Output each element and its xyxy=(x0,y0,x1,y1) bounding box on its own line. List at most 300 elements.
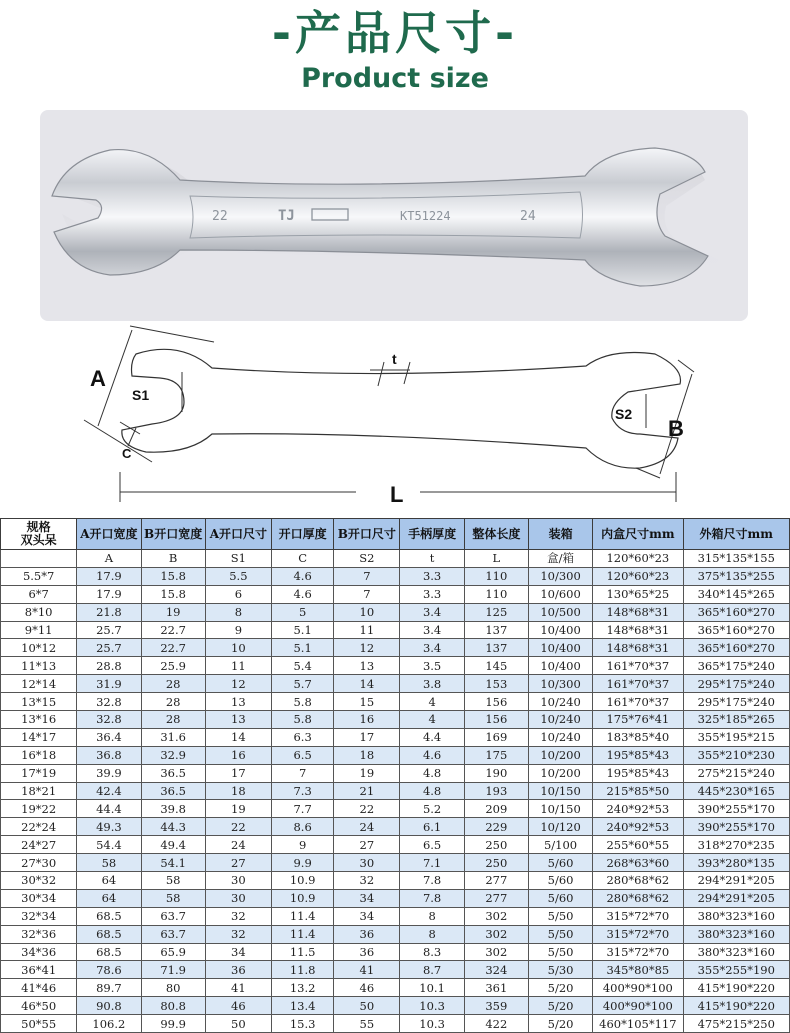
table-cell: 15.3 xyxy=(272,1015,334,1033)
header-outer-box: 外箱尺寸mm xyxy=(683,519,789,550)
table-cell: 12 xyxy=(205,675,271,693)
dim-label-A: A xyxy=(90,366,106,391)
table-cell: 359 xyxy=(464,997,528,1015)
dim-label-t: t xyxy=(392,351,397,367)
table-cell: 22.7 xyxy=(141,621,205,639)
table-cell: 277 xyxy=(464,889,528,907)
table-cell: 盒/箱 xyxy=(528,550,592,568)
table-cell: 10/400 xyxy=(528,657,592,675)
table-cell: 17.9 xyxy=(77,567,141,585)
table-cell: 10/240 xyxy=(528,711,592,729)
table-cell: 13 xyxy=(205,711,271,729)
table-cell: 8.6 xyxy=(272,818,334,836)
table-cell: 22.7 xyxy=(141,639,205,657)
table-cell: 34 xyxy=(334,889,400,907)
table-cell: 390*255*170 xyxy=(683,818,789,836)
table-cell: 295*175*240 xyxy=(683,693,789,711)
table-cell: 21 xyxy=(334,782,400,800)
table-cell: 345*80*85 xyxy=(593,961,683,979)
table-cell: 193 xyxy=(464,782,528,800)
table-row xyxy=(1,764,790,782)
table-cell: 36 xyxy=(205,961,271,979)
table-cell: 137 xyxy=(464,621,528,639)
table-cell: 24 xyxy=(334,818,400,836)
table-cell: 16 xyxy=(334,711,400,729)
table-cell: 10/300 xyxy=(528,567,592,585)
table-cell: 415*190*220 xyxy=(683,997,789,1015)
table-cell: 6.1 xyxy=(400,818,464,836)
table-cell: 315*135*155 xyxy=(683,550,789,568)
table-cell: 5/100 xyxy=(528,836,592,854)
table-cell: 4.6 xyxy=(272,585,334,603)
table-cell: 190 xyxy=(464,764,528,782)
table-cell: 340*145*265 xyxy=(683,585,789,603)
table-cell: 11 xyxy=(334,621,400,639)
table-cell: 130*65*25 xyxy=(593,585,683,603)
table-cell: 10 xyxy=(205,639,271,657)
table-cell: 42.4 xyxy=(77,782,141,800)
spec-table-body xyxy=(1,550,790,1033)
table-cell: 10/500 xyxy=(528,603,592,621)
table-cell: 14 xyxy=(334,675,400,693)
table-cell: 10/400 xyxy=(528,621,592,639)
table-row xyxy=(1,872,790,890)
table-cell: 277 xyxy=(464,872,528,890)
table-cell: 12 xyxy=(334,639,400,657)
stamp-model: KT51224 xyxy=(400,209,451,223)
table-cell: 22 xyxy=(205,818,271,836)
table-cell: 318*270*235 xyxy=(683,836,789,854)
table-cell-spec: 17*19 xyxy=(1,764,77,782)
table-cell: 15 xyxy=(334,693,400,711)
table-cell: 365*175*240 xyxy=(683,657,789,675)
table-cell: 315*72*70 xyxy=(593,943,683,961)
table-cell-spec: 22*24 xyxy=(1,818,77,836)
header-packing: 装箱 xyxy=(528,519,592,550)
table-cell: 380*323*160 xyxy=(683,925,789,943)
table-cell: 148*68*31 xyxy=(593,603,683,621)
table-cell: 28 xyxy=(141,711,205,729)
table-cell: 302 xyxy=(464,925,528,943)
table-cell-spec: 13*16 xyxy=(1,711,77,729)
table-cell: 5.1 xyxy=(272,621,334,639)
table-cell: 25.7 xyxy=(77,639,141,657)
table-cell-spec: 32*34 xyxy=(1,907,77,925)
table-cell: 34 xyxy=(334,907,400,925)
table-cell: 5/60 xyxy=(528,872,592,890)
table-cell-spec: 30*34 xyxy=(1,889,77,907)
table-cell: 27 xyxy=(334,836,400,854)
table-cell-spec: 46*50 xyxy=(1,997,77,1015)
table-cell: 30 xyxy=(334,854,400,872)
table-cell: t xyxy=(400,550,464,568)
table-cell: 5/20 xyxy=(528,979,592,997)
table-cell: 8.3 xyxy=(400,943,464,961)
table-cell: 209 xyxy=(464,800,528,818)
header-spec: 规格 双头呆 xyxy=(1,519,77,550)
table-row xyxy=(1,621,790,639)
table-cell: 13.2 xyxy=(272,979,334,997)
table-cell: 240*92*53 xyxy=(593,818,683,836)
table-cell: 365*160*270 xyxy=(683,639,789,657)
table-cell: 41 xyxy=(334,961,400,979)
table-cell: 63.7 xyxy=(141,925,205,943)
table-cell: 39.8 xyxy=(141,800,205,818)
table-cell: 10/600 xyxy=(528,585,592,603)
table-cell: 11.4 xyxy=(272,925,334,943)
table-cell: 5.1 xyxy=(272,639,334,657)
table-cell: 11.5 xyxy=(272,943,334,961)
table-cell: 58 xyxy=(141,872,205,890)
table-cell: 161*70*37 xyxy=(593,675,683,693)
table-cell-spec: 11*13 xyxy=(1,657,77,675)
table-cell: 6.5 xyxy=(272,746,334,764)
table-cell-spec: 30*32 xyxy=(1,872,77,890)
table-cell: 10/300 xyxy=(528,675,592,693)
table-cell-spec: 32*36 xyxy=(1,925,77,943)
dimension-diagram xyxy=(80,322,710,508)
table-cell: 68.5 xyxy=(77,925,141,943)
table-cell: 46 xyxy=(205,997,271,1015)
table-cell: B xyxy=(141,550,205,568)
table-cell: 324 xyxy=(464,961,528,979)
spec-table xyxy=(0,518,790,1033)
table-cell: 5.8 xyxy=(272,693,334,711)
table-cell: A xyxy=(77,550,141,568)
table-cell xyxy=(1,550,77,568)
table-cell: 422 xyxy=(464,1015,528,1033)
table-cell-spec: 27*30 xyxy=(1,854,77,872)
table-cell: 10.3 xyxy=(400,1015,464,1033)
table-cell: 175 xyxy=(464,746,528,764)
table-cell: 68.5 xyxy=(77,907,141,925)
header-length: 整体长度 xyxy=(464,519,528,550)
table-cell: 17 xyxy=(205,764,271,782)
table-cell: 14 xyxy=(205,728,271,746)
table-subheader-row xyxy=(1,550,790,568)
table-cell: 375*135*255 xyxy=(683,567,789,585)
table-row xyxy=(1,1015,790,1033)
table-cell: 68.5 xyxy=(77,943,141,961)
header-b-size: B开口尺寸 xyxy=(334,519,400,550)
table-row xyxy=(1,800,790,818)
table-cell: 11.4 xyxy=(272,907,334,925)
table-cell: S1 xyxy=(205,550,271,568)
table-cell: 10.9 xyxy=(272,872,334,890)
table-cell: 4 xyxy=(400,693,464,711)
table-cell: 28 xyxy=(141,693,205,711)
table-cell: 63.7 xyxy=(141,907,205,925)
table-cell: 5/60 xyxy=(528,889,592,907)
table-cell: 64 xyxy=(77,872,141,890)
table-cell: 3.4 xyxy=(400,621,464,639)
table-row xyxy=(1,818,790,836)
table-row xyxy=(1,907,790,925)
table-cell: 3.5 xyxy=(400,657,464,675)
wrench-drawing xyxy=(80,322,710,508)
header-a-width: A开口宽度 xyxy=(77,519,141,550)
header-inner-box: 内盒尺寸mm xyxy=(593,519,683,550)
table-cell-spec: 36*41 xyxy=(1,961,77,979)
table-cell: 99.9 xyxy=(141,1015,205,1033)
table-cell: 250 xyxy=(464,854,528,872)
table-cell: 6.3 xyxy=(272,728,334,746)
table-cell: 137 xyxy=(464,639,528,657)
table-cell: 10/240 xyxy=(528,728,592,746)
table-cell: 390*255*170 xyxy=(683,800,789,818)
table-cell: 7.3 xyxy=(272,782,334,800)
table-cell: 7 xyxy=(334,585,400,603)
table-cell: 10 xyxy=(334,603,400,621)
table-row xyxy=(1,728,790,746)
table-cell-spec: 18*21 xyxy=(1,782,77,800)
table-cell: 10.9 xyxy=(272,889,334,907)
table-cell-spec: 14*17 xyxy=(1,728,77,746)
table-cell: 18 xyxy=(205,782,271,800)
table-cell: 380*323*160 xyxy=(683,907,789,925)
table-cell: 148*68*31 xyxy=(593,639,683,657)
table-cell: 5.4 xyxy=(272,657,334,675)
table-cell: 41 xyxy=(205,979,271,997)
table-cell: 17.9 xyxy=(77,585,141,603)
table-cell: 9 xyxy=(205,621,271,639)
table-cell: 268*63*60 xyxy=(593,854,683,872)
table-cell: 10/400 xyxy=(528,639,592,657)
table-cell: 294*291*205 xyxy=(683,889,789,907)
table-cell: 380*323*160 xyxy=(683,943,789,961)
table-cell: 4.4 xyxy=(400,728,464,746)
table-cell: 11 xyxy=(205,657,271,675)
table-cell: 365*160*270 xyxy=(683,621,789,639)
table-cell: 30 xyxy=(205,889,271,907)
table-cell: 195*85*43 xyxy=(593,764,683,782)
table-cell: 8 xyxy=(400,907,464,925)
table-cell: 3.4 xyxy=(400,639,464,657)
table-cell: 9 xyxy=(272,836,334,854)
table-cell: 215*85*50 xyxy=(593,782,683,800)
table-row xyxy=(1,961,790,979)
table-cell: 13 xyxy=(205,693,271,711)
table-cell: 355*210*230 xyxy=(683,746,789,764)
table-cell: 153 xyxy=(464,675,528,693)
table-cell: 19 xyxy=(205,800,271,818)
table-cell: 89.7 xyxy=(77,979,141,997)
table-cell: 7 xyxy=(334,567,400,585)
table-cell: 32 xyxy=(205,925,271,943)
table-cell: 36.5 xyxy=(141,764,205,782)
table-cell: 3.4 xyxy=(400,603,464,621)
table-cell: 10/120 xyxy=(528,818,592,836)
table-cell: C xyxy=(272,550,334,568)
table-cell: 250 xyxy=(464,836,528,854)
table-row xyxy=(1,889,790,907)
table-cell-spec: 19*22 xyxy=(1,800,77,818)
table-cell: 415*190*220 xyxy=(683,979,789,997)
table-cell-spec: 41*46 xyxy=(1,979,77,997)
wrench-photo xyxy=(40,110,748,321)
table-cell: 125 xyxy=(464,603,528,621)
table-row xyxy=(1,943,790,961)
table-cell: 21.8 xyxy=(77,603,141,621)
table-cell: 365*160*270 xyxy=(683,603,789,621)
table-cell: 7.7 xyxy=(272,800,334,818)
table-cell: 393*280*135 xyxy=(683,854,789,872)
table-cell: 183*85*40 xyxy=(593,728,683,746)
table-row xyxy=(1,746,790,764)
table-cell: 5/20 xyxy=(528,997,592,1015)
table-cell: 34 xyxy=(205,943,271,961)
table-cell: 240*92*53 xyxy=(593,800,683,818)
table-cell: 355*195*215 xyxy=(683,728,789,746)
table-cell: 15.8 xyxy=(141,567,205,585)
table-cell-spec: 9*11 xyxy=(1,621,77,639)
table-cell: 4.8 xyxy=(400,764,464,782)
page-title: -产品尺寸- xyxy=(271,6,519,60)
table-cell: 71.9 xyxy=(141,961,205,979)
table-cell-spec: 10*12 xyxy=(1,639,77,657)
table-cell: 5.2 xyxy=(400,800,464,818)
table-cell-spec: 16*18 xyxy=(1,746,77,764)
table-cell: 5.5 xyxy=(205,567,271,585)
table-cell: 400*90*100 xyxy=(593,979,683,997)
table-cell: 80.8 xyxy=(141,997,205,1015)
table-cell: 148*68*31 xyxy=(593,621,683,639)
table-cell: 49.3 xyxy=(77,818,141,836)
table-cell: 36.8 xyxy=(77,746,141,764)
table-cell: 13 xyxy=(334,657,400,675)
table-cell: 5/50 xyxy=(528,943,592,961)
table-cell: 161*70*37 xyxy=(593,693,683,711)
table-cell: 10/240 xyxy=(528,693,592,711)
table-cell: 36.4 xyxy=(77,728,141,746)
table-cell: 255*60*55 xyxy=(593,836,683,854)
dim-label-B: B xyxy=(668,416,684,441)
table-cell: 400*90*100 xyxy=(593,997,683,1015)
table-cell: 65.9 xyxy=(141,943,205,961)
table-cell-spec: 8*10 xyxy=(1,603,77,621)
table-cell: 10.1 xyxy=(400,979,464,997)
table-cell: 13.4 xyxy=(272,997,334,1015)
table-cell: 169 xyxy=(464,728,528,746)
table-cell: 10/200 xyxy=(528,746,592,764)
table-cell: 325*185*265 xyxy=(683,711,789,729)
table-cell: 3.8 xyxy=(400,675,464,693)
dim-label-L: L xyxy=(390,482,404,507)
table-cell: S2 xyxy=(334,550,400,568)
table-cell: 18 xyxy=(334,746,400,764)
table-cell: 475*215*250 xyxy=(683,1015,789,1033)
table-cell: 5/20 xyxy=(528,1015,592,1033)
table-cell: 28 xyxy=(141,675,205,693)
table-cell: 19 xyxy=(334,764,400,782)
table-row xyxy=(1,782,790,800)
table-cell: 295*175*240 xyxy=(683,675,789,693)
table-row xyxy=(1,675,790,693)
table-cell: 78.6 xyxy=(77,961,141,979)
table-cell: 7.8 xyxy=(400,889,464,907)
table-cell: 15.8 xyxy=(141,585,205,603)
table-cell-spec: 6*7 xyxy=(1,585,77,603)
dim-label-C: C xyxy=(122,446,132,461)
table-cell: 36.5 xyxy=(141,782,205,800)
table-cell: 315*72*70 xyxy=(593,907,683,925)
table-cell: 32 xyxy=(334,872,400,890)
table-cell: 280*68*62 xyxy=(593,872,683,890)
table-cell: 6.5 xyxy=(400,836,464,854)
table-cell: 8 xyxy=(205,603,271,621)
header-thickness: 开口厚度 xyxy=(272,519,334,550)
table-cell: 106.2 xyxy=(77,1015,141,1033)
table-cell: 5/30 xyxy=(528,961,592,979)
table-cell: 4.6 xyxy=(272,567,334,585)
table-cell: 110 xyxy=(464,585,528,603)
table-row xyxy=(1,657,790,675)
table-cell: 46 xyxy=(334,979,400,997)
stamp-left-size: 22 xyxy=(212,209,228,224)
table-cell: 4.6 xyxy=(400,746,464,764)
table-row xyxy=(1,639,790,657)
table-cell: 280*68*62 xyxy=(593,889,683,907)
table-cell-spec: 24*27 xyxy=(1,836,77,854)
table-cell: 9.9 xyxy=(272,854,334,872)
table-cell: 58 xyxy=(77,854,141,872)
table-cell: 7.1 xyxy=(400,854,464,872)
table-cell: 36 xyxy=(334,925,400,943)
table-cell: 156 xyxy=(464,693,528,711)
table-cell: 3.3 xyxy=(400,585,464,603)
table-cell: L xyxy=(464,550,528,568)
table-cell: 445*230*165 xyxy=(683,782,789,800)
table-cell: 55 xyxy=(334,1015,400,1033)
table-row xyxy=(1,585,790,603)
table-cell-spec: 5.5*7 xyxy=(1,567,77,585)
table-header-row xyxy=(1,519,790,550)
table-row xyxy=(1,567,790,585)
table-row xyxy=(1,854,790,872)
table-cell: 90.8 xyxy=(77,997,141,1015)
table-cell-spec: 12*14 xyxy=(1,675,77,693)
page-subtitle: Product size xyxy=(301,63,489,94)
table-cell: 5.8 xyxy=(272,711,334,729)
table-cell: 6 xyxy=(205,585,271,603)
table-cell: 275*215*240 xyxy=(683,764,789,782)
header-a-size: A开口尺寸 xyxy=(205,519,271,550)
table-cell-spec: 50*55 xyxy=(1,1015,77,1033)
table-cell: 3.3 xyxy=(400,567,464,585)
table-cell: 32.9 xyxy=(141,746,205,764)
table-cell: 32.8 xyxy=(77,711,141,729)
table-row xyxy=(1,711,790,729)
table-cell: 5/50 xyxy=(528,907,592,925)
table-cell: 315*72*70 xyxy=(593,925,683,943)
stamp-brand: TJ xyxy=(278,208,295,224)
table-cell-spec: 34*36 xyxy=(1,943,77,961)
table-cell: 4.8 xyxy=(400,782,464,800)
table-row xyxy=(1,925,790,943)
table-cell: 120*60*23 xyxy=(593,567,683,585)
table-cell: 32 xyxy=(205,907,271,925)
table-cell: 22 xyxy=(334,800,400,818)
header-handle-thickness: 手柄厚度 xyxy=(400,519,464,550)
table-cell: 31.6 xyxy=(141,728,205,746)
table-cell: 4 xyxy=(400,711,464,729)
table-cell: 58 xyxy=(141,889,205,907)
table-cell: 161*70*37 xyxy=(593,657,683,675)
table-cell: 17 xyxy=(334,728,400,746)
table-cell: 27 xyxy=(205,854,271,872)
table-cell: 7.8 xyxy=(400,872,464,890)
table-cell: 294*291*205 xyxy=(683,872,789,890)
